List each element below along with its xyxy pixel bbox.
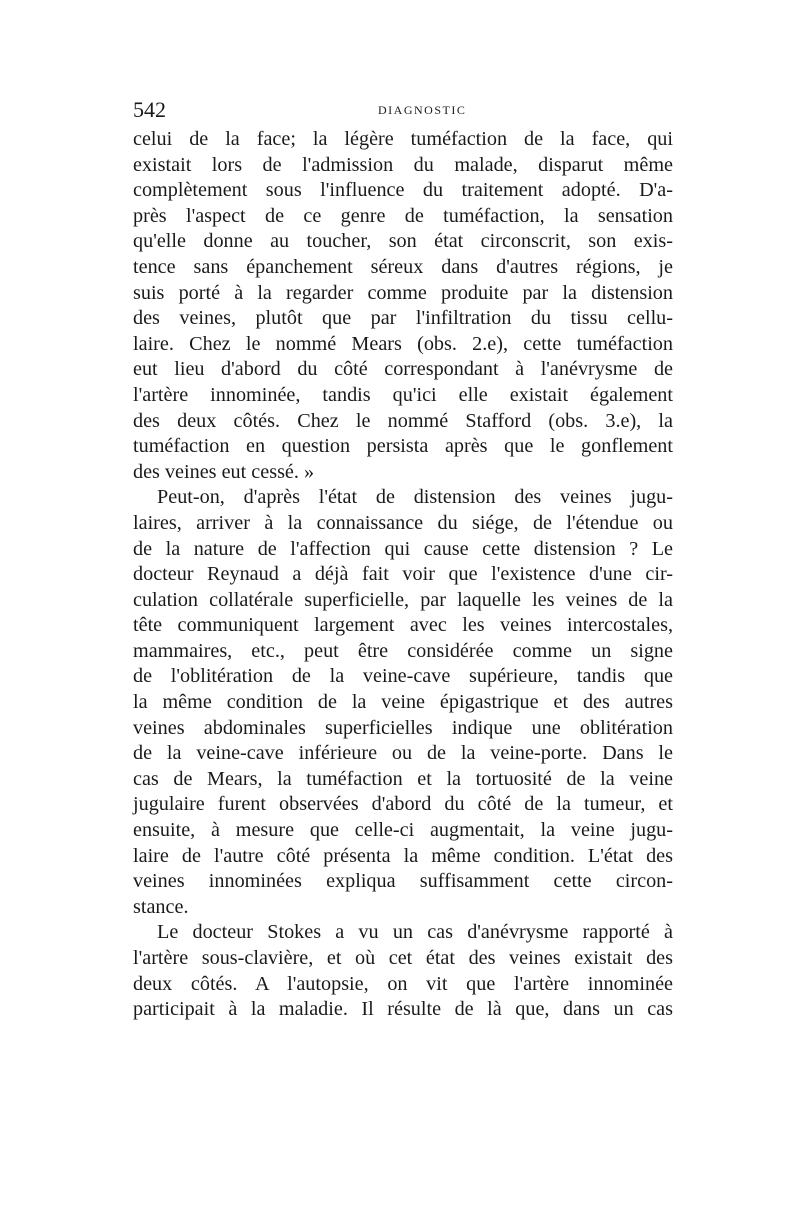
text-line: suis porté à la regarder comme produite par la distension — [133, 281, 673, 304]
text-line: eut lieu d'abord du côté correspondant à l'anévrysme de — [133, 358, 673, 381]
text-line: culation collatérale superficielle, par laquelle les veines de la — [133, 588, 673, 611]
text-line: de la nature de l'affection qui cause cette distension ? Le — [133, 537, 673, 560]
running-head: DIAGNOSTIC — [378, 103, 467, 117]
text-line: qu'elle donne au toucher, son état circonscrit, son exis- — [133, 230, 673, 253]
text-line: docteur Reynaud a déjà fait voir que l'existence d'une cir- — [133, 563, 673, 586]
text-line: des veines eut cessé. » — [133, 460, 315, 483]
text-line: de la veine-cave inférieure ou de la veine-porte. Dans le — [133, 742, 673, 765]
text-line: laire de l'autre côté présenta la même condition. L'état des — [133, 844, 673, 867]
text-line: tuméfaction en question persista après que le gonflement — [133, 435, 673, 458]
text-line: laires, arriver à la connaissance du siége, de l'étendue ou — [133, 511, 673, 534]
text-line: deux côtés. A l'autopsie, on vit que l'artère innominée — [133, 972, 673, 995]
text-line: l'artère sous-clavière, et où cet état des veines existait des — [133, 947, 673, 969]
page-header — [133, 97, 673, 123]
text-line: stance. — [133, 895, 189, 918]
text-line: Le docteur Stokes a vu un cas d'anévrysme rapporté à — [157, 921, 673, 944]
text-line: existait lors de l'admission du malade, disparut même — [133, 153, 673, 176]
text-line: de l'oblitération de la veine-cave supérieure, tandis que — [133, 665, 673, 688]
text-line: ensuite, à mesure que celle-ci augmentait, la veine jugu- — [133, 819, 673, 842]
text-line: participait à la maladie. Il résulte de là que, dans un cas — [133, 998, 673, 1021]
text-line: veines innominées expliqua suffisamment cette circon- — [133, 870, 673, 893]
text-line: mammaires, etc., peut être considérée comme un signe — [133, 639, 673, 662]
text-line: laire. Chez le nommé Mears (obs. 2.e), cette tuméfaction — [133, 332, 673, 355]
text-line: cas de Mears, la tuméfaction et la tortuosité de la veine — [133, 767, 673, 790]
text-line: des deux côtés. Chez le nommé Stafford (obs. 3.e), la — [133, 409, 673, 432]
text-line: près l'aspect de ce genre de tuméfaction, la sensation — [133, 204, 673, 227]
text-line: tence sans épanchement séreux dans d'autres régions, je — [133, 255, 673, 278]
page-number: 542 — [133, 97, 166, 122]
text-line: tête communiquent largement avec les veines intercostales, — [133, 614, 673, 637]
text-line: jugulaire furent observées d'abord du côté de la tumeur, et — [133, 793, 673, 816]
text-line: la même condition de la veine épigastrique et des autres — [133, 691, 673, 714]
text-line: l'artère innominée, tandis qu'ici elle existait également — [133, 383, 673, 406]
text-line: celui de la face; la légère tuméfaction de la face, qui — [133, 128, 673, 150]
body-text — [133, 127, 673, 1023]
text-line: des veines, plutôt que par l'infiltration du tissu cellu- — [133, 307, 673, 330]
text-line: complètement sous l'influence du traitement adopté. D'a- — [133, 179, 673, 202]
text-line: Peut-on, d'après l'état de distension des veines jugu- — [157, 486, 673, 509]
text-line: veines abdominales superficielles indique une oblitération — [133, 716, 673, 739]
